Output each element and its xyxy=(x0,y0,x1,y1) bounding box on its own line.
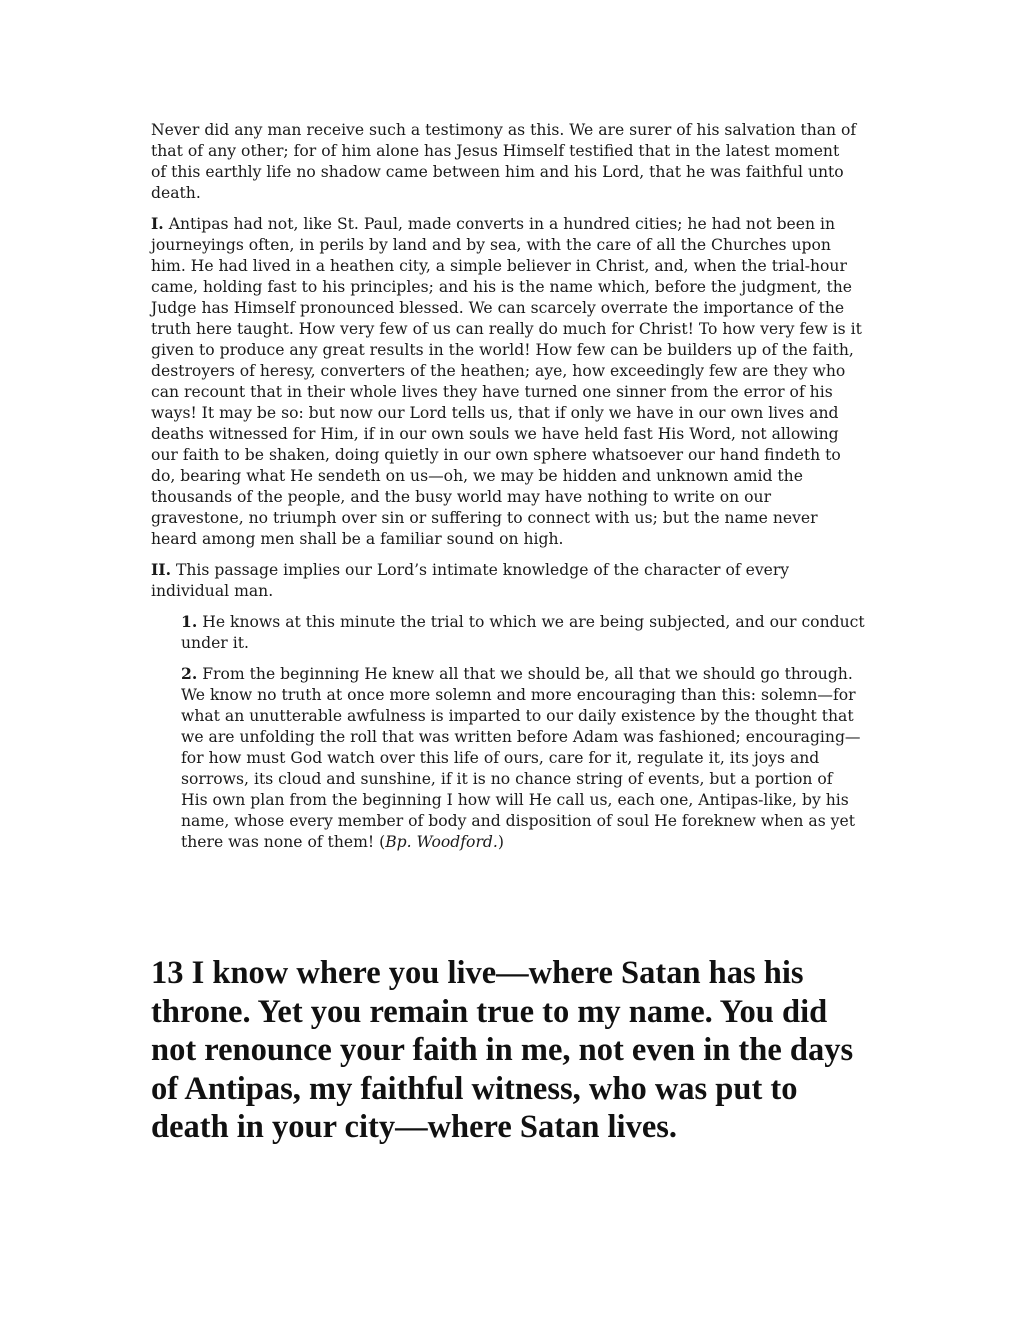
verse-heading: 13 I know where you live—where Satan has his throne. Yet you remain true to my name. You did not renounce your faith in me, not even in the days of Antipas, my faithful witness, who was put to death in your city—where Satan lives. xyxy=(151,955,854,1145)
point-number: II. xyxy=(151,560,172,579)
commentary-text xyxy=(151,120,876,862)
subpoint-one xyxy=(181,611,876,654)
source-citation: Bp. Woodford. xyxy=(385,833,498,851)
paragraph-text: This passage implies our Lord’s intimate knowledge of the character of every individual man. xyxy=(151,561,790,600)
paragraph-text: Antipas had not, like St. Paul, made converts in a hundred cities; he had not been in journeyings often, in perils by land and by sea, with the care of all the Churches upon him. He had lived in a heathen city, a simple believer in Christ, and, when the trial-hour came, holding fast to his principles; and his is the name which, before the judgment, the Judge has Himself pronounced blessed. We can scarcely overrate the importance of the truth here taught. How very few of us can really do much for Christ! To how very few is it given to produce any great results in the world! How few can be builders up of the faith, destroyers of heresy, converters of the heathen; aye, how exceedingly few are they who can recount that in their whole lives they have turned one sinner from the error of his ways! It may be so: but now our Lord tells us, that if only we have in our own lives and deaths witnessed for Him, if in our own souls we have held fast His Word, not allowing our faith to be shaken, doing quietly in our own sphere whatsoever our hand findeth to do, bearing what He sendeth on us—oh, we may be hidden and unknown amid the thousands of the people, and the busy world may have nothing to write on our gravestone, no triumph over sin or suffering to connect with us; but the name never heard among men shall be a familiar sound on high. xyxy=(151,215,862,548)
point-number: I. xyxy=(151,214,164,233)
subpoint-number: 2. xyxy=(181,664,198,683)
paragraph-point-two xyxy=(151,559,876,602)
citation-close: ) xyxy=(497,833,504,851)
paragraph-intro: Never did any man receive such a testimony as this. We are surer of his salvation than of that of any other; for of him alone has Jesus Himself testified that in the latest moment of this earthly life no shadow came between him and his Lord, that he was faithful unto death. xyxy=(151,121,857,202)
paragraph-point-one xyxy=(151,213,876,550)
subpoint-number: 1. xyxy=(181,612,198,631)
paragraph-text: From the beginning He knew all that we should be, all that we should go through. We know no truth at once more solemn and more encouraging than this: solemn—for what an unutterable awfulness is imparted to our daily existence by the thought that we are unfolding the roll that was written before Adam was fashioned; encouraging— for how must God watch over this life of ours, care for it, regulate it, its joys and sorrows, its cloud and sunshine, if it is no chance string of events, but a portion of His own plan from the beginning I how will He call us, each one, Antipas-like, by his name, whose every member of body and disposition of soul He foreknew when as yet there was none of them! ( xyxy=(181,665,861,851)
paragraph-text: He knows at this minute the trial to which we are being subjected, and our conduct under it. xyxy=(181,613,865,652)
subpoint-two xyxy=(181,663,876,853)
